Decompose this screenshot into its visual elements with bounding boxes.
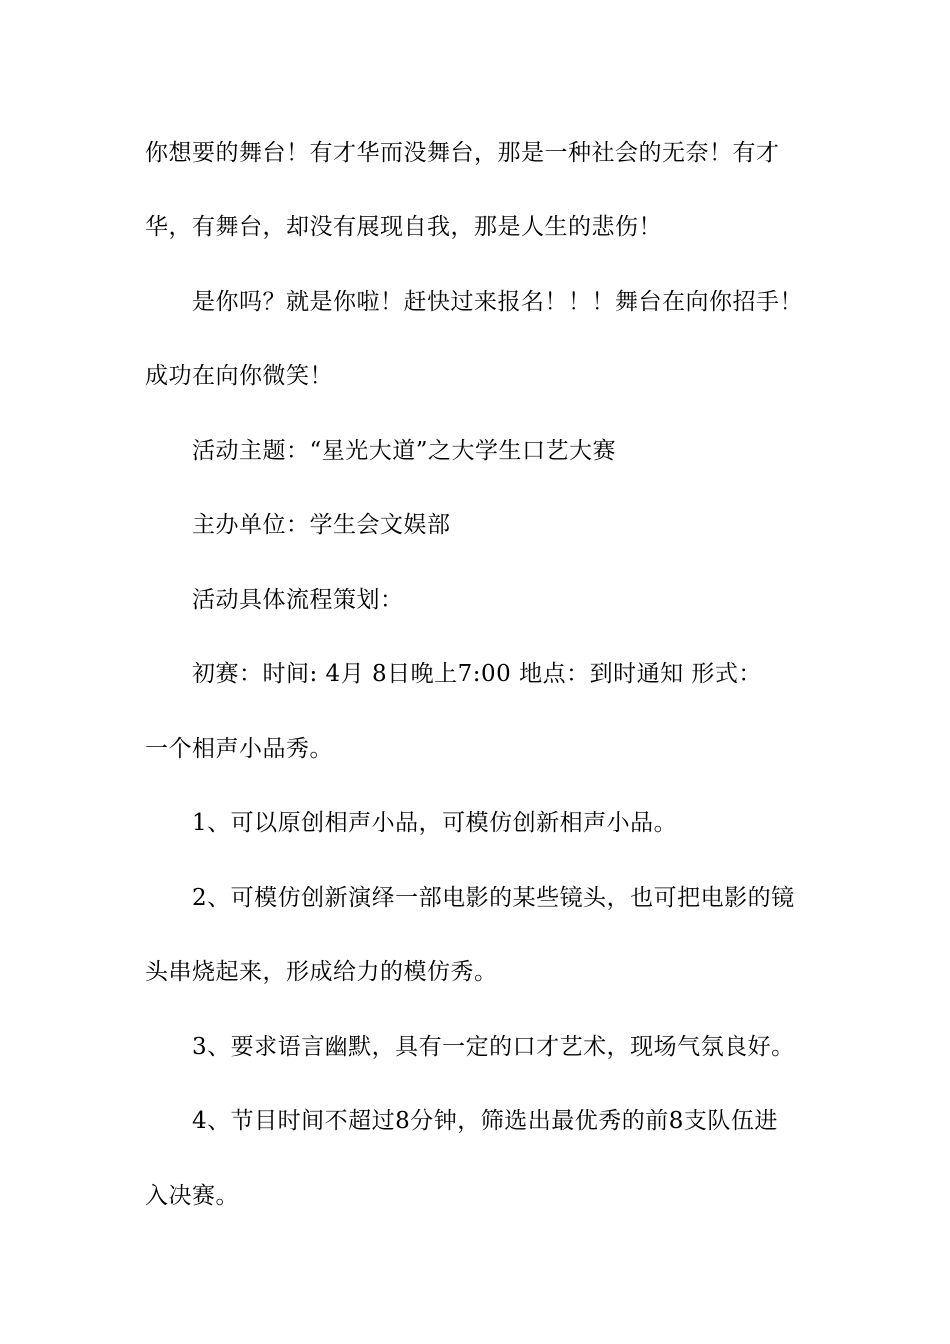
organizer-line: 主办单位：学生会文娱部 (192, 512, 451, 538)
paragraph-line: 成功在向你微笑！ (145, 363, 333, 389)
rule-item-3: 3、要求语言幽默，具有一定的口才艺术，现场气氛良好。 (192, 1034, 795, 1060)
process-heading-line: 活动具体流程策划： (192, 587, 404, 613)
paragraph-line: 一个相声小品秀。 (145, 736, 333, 762)
rule-item-2: 2、可模仿创新演绎一部电影的某些镜头，也可把电影的镜 (192, 885, 795, 911)
activity-theme-line: 活动主题：“星光大道”之大学生口艺大赛 (192, 438, 617, 464)
paragraph-line: 你想要的舞台！有才华而没舞台，那是一种社会的无奈！有才 (145, 140, 780, 166)
paragraph-line: 入决赛。 (145, 1183, 239, 1209)
paragraph-line: 是你吗？就是你啦！赶快过来报名！！！舞台在向你招手！ (192, 289, 803, 315)
preliminary-round-line: 初赛：时间: 4月 8日晚上7:00 地点：到时通知 形式： (192, 661, 762, 687)
rule-item-1: 1、可以原创相声小品，可模仿创新相声小品。 (192, 810, 678, 836)
rule-item-4: 4、节目时间不超过8分钟，筛选出最优秀的前8支队伍进 (192, 1108, 778, 1134)
paragraph-line: 头串烧起来，形成给力的模仿秀。 (145, 959, 498, 985)
paragraph-line: 华，有舞台，却没有展现自我，那是人生的悲伤！ (145, 214, 662, 240)
